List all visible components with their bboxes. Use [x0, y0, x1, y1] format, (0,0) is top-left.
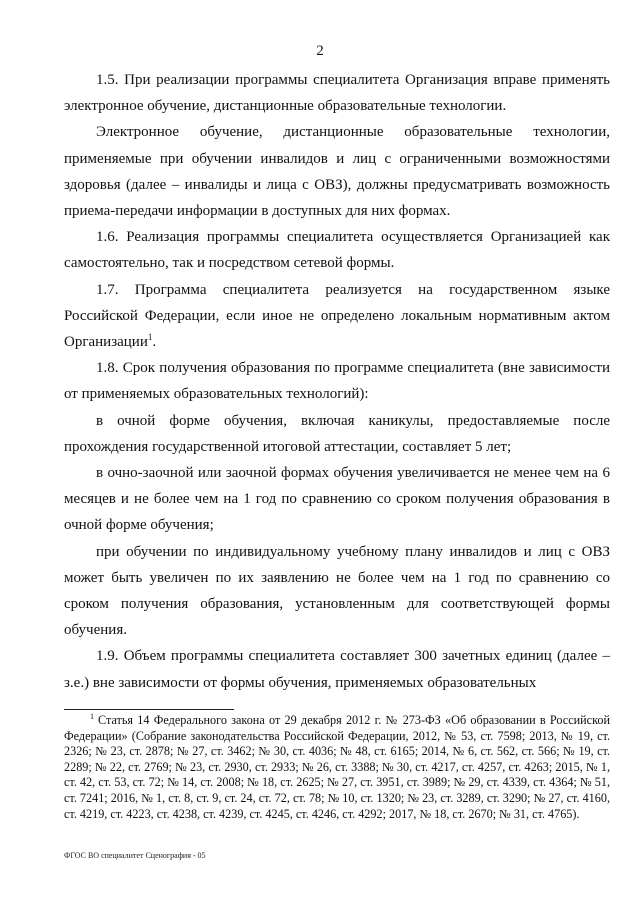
paragraph-part-time: в очно-заочной или заочной формах обучения увеличивается не менее чем на 6 месяцев и не более чем на 1 год по сравнению со сроком получения образования в очной форме обучения;	[64, 465, 610, 534]
paragraph-1-5: 1.5. При реализации программы специалитета Организация вправе применять электронное обучение, дистанционные образовательные технологии.	[64, 72, 610, 115]
paragraph-1-7-text: 1.7. Программа специалитета реализуется на государственном языке Российской Федерации, если иное не определено локальным нормативным актом Организации	[64, 281, 610, 351]
footer-note: ФГОС ВО специалитет Сценография - 05	[64, 851, 206, 860]
page-number: 2	[316, 43, 324, 59]
paragraph-distance-learning: Электронное обучение, дистанционные образовательные технологии, применяемые при обучении инвалидов и лиц с ограниченными возможностями здоровья (далее – инвалиды и лица с ОВЗ), должны предусматривать возможность приема-передачи информации в доступных для них формах.	[64, 124, 610, 220]
paragraph-1-7	[64, 277, 610, 356]
paragraph-1-7-end: .	[152, 334, 157, 351]
footnote-reference[interactable]: 1	[147, 332, 153, 343]
paragraph-1-9: 1.9. Объем программы специалитета составляет 300 зачетных единиц (далее – з.е.) вне зависимости от формы обучения, применяемых образовательных	[64, 648, 610, 691]
paragraph-individual-plan: при обучении по индивидуальному учебному плану инвалидов и лиц с ОВЗ может быть увеличен по их заявлению не более чем на 1 год по сравнению со сроком получения образования, установленным для соответствующей формы обучения.	[64, 543, 610, 639]
paragraph-1-8: 1.8. Срок получения образования по программе специалитета (вне зависимости от применяемых образовательных технологий):	[64, 360, 610, 403]
footnote	[64, 713, 610, 822]
paragraph-1-6: 1.6. Реализация программы специалитета осуществляется Организацией как самостоятельно, так и посредством сетевой формы.	[64, 229, 610, 272]
paragraph-full-time: в очной форме обучения, включая каникулы, предоставляемые после прохождения государственной итоговой аттестации, составляет 5 лет;	[64, 412, 610, 455]
document-body	[64, 67, 610, 696]
footnote-text: Статья 14 Федерального закона от 29 декабря 2012 г. № 273-ФЗ «Об образовании в Российской Федерации» (Собрание законодательства Российской Федерации, 2012, № 53, ст. 7598; 2013, № 19, ст. 2326; № 23, ст. 2878; № 27, ст. 3462; № 30, ст. 4036; № 48, ст. 6165; 2014, № 6, ст. 562, ст. 566; № 19, ст. 2289; № 22, ст. 2769; № 23, ст. 2930, ст. 2933; № 26, ст. 3388; № 30, ст. 4217, ст. 4257, ст. 4263; 2015, № 1, ст. 42, ст. 53, ст. 72; № 14, ст. 2008; № 18, ст. 2625; № 27, ст. 3951, ст. 3989; № 29, ст. 4339, ст. 4364; № 51, ст. 7241; 2016, № 1, ст. 8, ст. 9, ст. 24, ст. 72, ст. 78; № 10, ст. 1320; № 23, ст. 3289, ст. 3290; № 27, ст. 4160, ст. 4219, ст. 4223, ст. 4238, ст. 4239, ст. 4245, ст. 4246, ст. 4292; 2017, № 18, ст. 2670; № 31, ст. 4765).	[64, 713, 610, 821]
footnote-marker: 1	[90, 711, 94, 721]
footnote-separator	[64, 709, 234, 710]
